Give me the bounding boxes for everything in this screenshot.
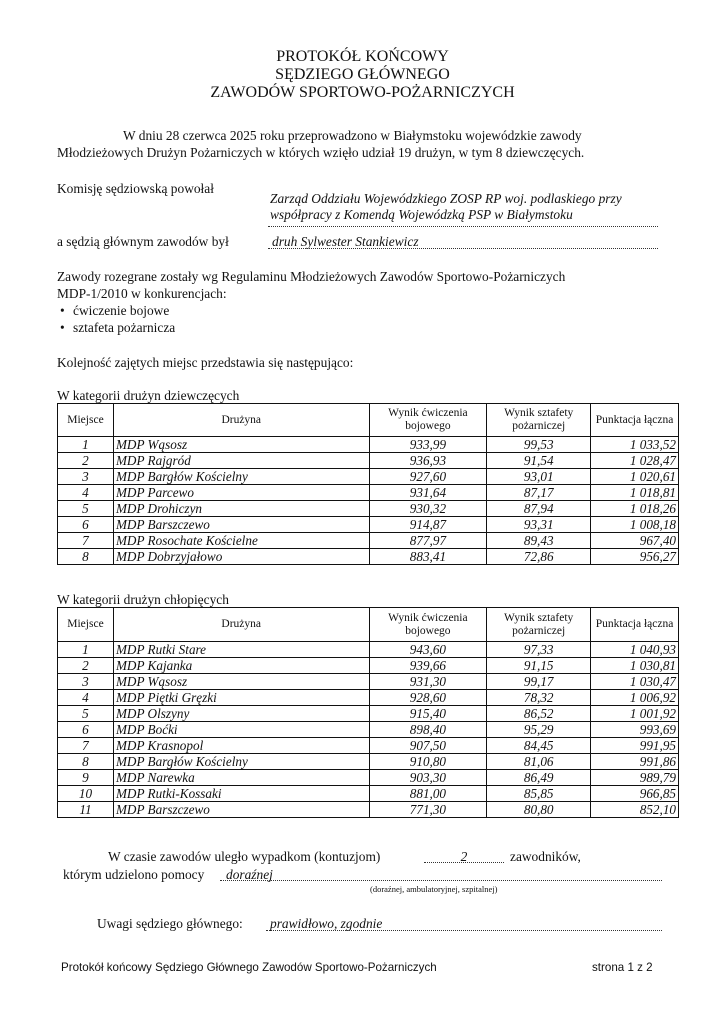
cell-team: MDP Narewka bbox=[113, 770, 369, 786]
cell-relay: 80,80 bbox=[487, 802, 591, 818]
cell-place: 6 bbox=[58, 722, 114, 738]
remarks-label: Uwagi sędziego głównego: bbox=[97, 916, 243, 931]
boys-heading: W kategorii drużyn chłopięcych bbox=[57, 592, 229, 607]
help-hint: (doraźnej, ambulatoryjnej, szpitalnej) bbox=[370, 884, 498, 894]
cell-team: MDP Wąsosz bbox=[113, 437, 369, 453]
cell-team: MDP Boćki bbox=[113, 722, 369, 738]
cell-total: 852,10 bbox=[591, 802, 679, 818]
cell-relay: 89,43 bbox=[487, 533, 591, 549]
table-row bbox=[58, 738, 679, 754]
cell-exercise: 914,87 bbox=[369, 517, 487, 533]
cell-team: MDP Piętki Gręzki bbox=[113, 690, 369, 706]
remarks-dotted-line bbox=[266, 930, 662, 931]
page-number: strona 1 z 2 bbox=[592, 961, 653, 974]
cell-total: 1 006,92 bbox=[591, 690, 679, 706]
table-row bbox=[58, 485, 679, 501]
table-row bbox=[58, 754, 679, 770]
cell-exercise: 915,40 bbox=[369, 706, 487, 722]
cell-relay: 72,86 bbox=[487, 549, 591, 565]
cell-total: 1 018,26 bbox=[591, 501, 679, 517]
cell-total: 956,27 bbox=[591, 549, 679, 565]
chief-judge-value: druh Sylwester Stankiewicz bbox=[272, 234, 419, 249]
cell-place: 6 bbox=[58, 517, 114, 533]
girls-table-body bbox=[58, 437, 679, 565]
cell-total: 991,86 bbox=[591, 754, 679, 770]
intro-line-1: W dniu 28 czerwca 2025 roku przeprowadzono w Białymstoku wojewódzkie zawody bbox=[123, 128, 582, 143]
cell-exercise: 931,64 bbox=[369, 485, 487, 501]
cell-exercise: 881,00 bbox=[369, 786, 487, 802]
cell-total: 993,69 bbox=[591, 722, 679, 738]
cell-exercise: 928,60 bbox=[369, 690, 487, 706]
table-row bbox=[58, 642, 679, 658]
cell-exercise: 910,80 bbox=[369, 754, 487, 770]
cell-total: 1 020,61 bbox=[591, 469, 679, 485]
cell-place: 7 bbox=[58, 533, 114, 549]
cell-team: MDP Drohiczyn bbox=[113, 501, 369, 517]
cell-relay: 87,17 bbox=[487, 485, 591, 501]
table-row bbox=[58, 469, 679, 485]
cell-team: MDP Kajanka bbox=[113, 658, 369, 674]
cell-relay: 97,33 bbox=[487, 642, 591, 658]
cell-team: MDP Parcewo bbox=[113, 485, 369, 501]
commission-value-line-2: współpracy z Komendą Wojewódzką PSP w Białymstoku bbox=[270, 207, 573, 222]
cell-team: MDP Rutki-Kossaki bbox=[113, 786, 369, 802]
commission-dotted-line bbox=[268, 226, 658, 227]
header-team: Drużyna bbox=[113, 404, 369, 437]
table-row bbox=[58, 786, 679, 802]
cell-total: 1 040,93 bbox=[591, 642, 679, 658]
cell-place: 7 bbox=[58, 738, 114, 754]
cell-total: 1 018,81 bbox=[591, 485, 679, 501]
order-intro: Kolejność zajętych miejsc przedstawia się następująco: bbox=[57, 355, 354, 370]
table-row bbox=[58, 674, 679, 690]
help-value: doraźnej bbox=[226, 867, 273, 882]
boys-results-table bbox=[57, 607, 679, 818]
header-exercise: Wynik ćwiczenia bojowego bbox=[369, 404, 487, 437]
cell-place: 9 bbox=[58, 770, 114, 786]
cell-team: MDP Bargłów Kościelny bbox=[113, 754, 369, 770]
cell-total: 989,79 bbox=[591, 770, 679, 786]
header-team: Drużyna bbox=[113, 608, 369, 642]
cell-exercise: 771,30 bbox=[369, 802, 487, 818]
table-row bbox=[58, 453, 679, 469]
rules-line-1: Zawody rozegrane zostały wg Regulaminu Młodzieżowych Zawodów Sportowo-Pożarniczych bbox=[57, 269, 566, 284]
cell-place: 8 bbox=[58, 549, 114, 565]
cell-exercise: 936,93 bbox=[369, 453, 487, 469]
cell-team: MDP Rajgród bbox=[113, 453, 369, 469]
table-row bbox=[58, 517, 679, 533]
cell-relay: 95,29 bbox=[487, 722, 591, 738]
cell-place: 11 bbox=[58, 802, 114, 818]
cell-team: MDP Barszczewo bbox=[113, 517, 369, 533]
cell-relay: 87,94 bbox=[487, 501, 591, 517]
cell-place: 2 bbox=[58, 453, 114, 469]
cell-relay: 81,06 bbox=[487, 754, 591, 770]
header-total: Punktacja łączna bbox=[591, 608, 679, 642]
cell-relay: 85,85 bbox=[487, 786, 591, 802]
accident-count: 2 bbox=[460, 849, 468, 864]
table-row bbox=[58, 658, 679, 674]
intro-line-2: Młodzieżowych Drużyn Pożarniczych w których wzięło udział 19 drużyn, w tym 8 dziewczęcych. bbox=[57, 145, 585, 160]
cell-team: MDP Dobrzyjałowo bbox=[113, 549, 369, 565]
competition-item: • sztafeta pożarnicza bbox=[57, 319, 175, 336]
cell-place: 8 bbox=[58, 754, 114, 770]
cell-exercise: 903,30 bbox=[369, 770, 487, 786]
footer-title: Protokół końcowy Sędziego Głównego Zawodów Sportowo-Pożarniczych bbox=[61, 961, 437, 974]
chief-judge-dotted-line bbox=[268, 248, 658, 249]
cell-relay: 84,45 bbox=[487, 738, 591, 754]
cell-relay: 86,49 bbox=[487, 770, 591, 786]
cell-relay: 78,32 bbox=[487, 690, 591, 706]
table-row bbox=[58, 690, 679, 706]
cell-team: MDP Bargłów Kościelny bbox=[113, 469, 369, 485]
cell-place: 2 bbox=[58, 658, 114, 674]
accident-count-dotted-line bbox=[424, 862, 504, 863]
cell-team: MDP Rosochate Kościelne bbox=[113, 533, 369, 549]
cell-total: 1 008,18 bbox=[591, 517, 679, 533]
table-row bbox=[58, 802, 679, 818]
cell-total: 967,40 bbox=[591, 533, 679, 549]
cell-exercise: 939,66 bbox=[369, 658, 487, 674]
cell-place: 5 bbox=[58, 706, 114, 722]
title-line-1: PROTOKÓŁ KOŃCOWY bbox=[276, 48, 449, 65]
competition-item: • ćwiczenie bojowe bbox=[57, 302, 175, 319]
chief-judge-label: a sędzią głównym zawodów był bbox=[57, 234, 229, 249]
header-relay: Wynik sztafety pożarniczej bbox=[487, 608, 591, 642]
cell-exercise: 898,40 bbox=[369, 722, 487, 738]
cell-relay: 99,53 bbox=[487, 437, 591, 453]
cell-place: 4 bbox=[58, 485, 114, 501]
help-label: którym udzielono pomocy bbox=[63, 867, 205, 882]
cell-exercise: 943,60 bbox=[369, 642, 487, 658]
table-header-row bbox=[58, 404, 679, 437]
remarks-value: prawidłowo, zgodnie bbox=[270, 916, 383, 931]
cell-team: MDP Krasnopol bbox=[113, 738, 369, 754]
cell-relay: 99,17 bbox=[487, 674, 591, 690]
cell-total: 1 028,47 bbox=[591, 453, 679, 469]
cell-total: 966,85 bbox=[591, 786, 679, 802]
table-row bbox=[58, 549, 679, 565]
cell-total: 1 033,52 bbox=[591, 437, 679, 453]
header-exercise: Wynik ćwiczenia bojowego bbox=[369, 608, 487, 642]
cell-place: 4 bbox=[58, 690, 114, 706]
cell-exercise: 883,41 bbox=[369, 549, 487, 565]
cell-team: MDP Wąsosz bbox=[113, 674, 369, 690]
cell-relay: 91,54 bbox=[487, 453, 591, 469]
title-line-2: SĘDZIEGO GŁÓWNEGO bbox=[275, 66, 450, 83]
cell-team: MDP Barszczewo bbox=[113, 802, 369, 818]
table-row bbox=[58, 722, 679, 738]
table-header-row bbox=[58, 608, 679, 642]
cell-team: MDP Rutki Stare bbox=[113, 642, 369, 658]
cell-relay: 93,01 bbox=[487, 469, 591, 485]
header-total: Punktacja łączna bbox=[591, 404, 679, 437]
commission-value-line-1: Zarząd Oddziału Wojewódzkiego ZOSP RP woj. podlaskiego przy bbox=[270, 191, 622, 206]
cell-place: 1 bbox=[58, 642, 114, 658]
cell-place: 10 bbox=[58, 786, 114, 802]
girls-results-table bbox=[57, 403, 679, 565]
header-place: Miejsce bbox=[58, 608, 114, 642]
cell-exercise: 933,99 bbox=[369, 437, 487, 453]
header-relay: Wynik sztafety pożarniczej bbox=[487, 404, 591, 437]
table-row bbox=[58, 706, 679, 722]
cell-total: 1 030,81 bbox=[591, 658, 679, 674]
cell-place: 3 bbox=[58, 674, 114, 690]
accident-suffix: zawodników, bbox=[510, 849, 581, 864]
header-place: Miejsce bbox=[58, 404, 114, 437]
cell-exercise: 877,97 bbox=[369, 533, 487, 549]
rules-line-2: MDP-1/2010 w konkurencjach: bbox=[57, 286, 227, 301]
table-row bbox=[58, 501, 679, 517]
cell-total: 991,95 bbox=[591, 738, 679, 754]
cell-total: 1 001,92 bbox=[591, 706, 679, 722]
cell-exercise: 927,60 bbox=[369, 469, 487, 485]
cell-exercise: 931,30 bbox=[369, 674, 487, 690]
commission-label: Komisję sędziowską powołał bbox=[57, 181, 214, 196]
boys-table-body bbox=[58, 642, 679, 818]
cell-place: 1 bbox=[58, 437, 114, 453]
table-row bbox=[58, 437, 679, 453]
document-title bbox=[0, 48, 725, 102]
cell-team: MDP Olszyny bbox=[113, 706, 369, 722]
cell-exercise: 907,50 bbox=[369, 738, 487, 754]
title-line-3: ZAWODÓW SPORTOWO-POŻARNICZYCH bbox=[210, 84, 515, 101]
competition-list bbox=[57, 302, 175, 336]
cell-place: 3 bbox=[58, 469, 114, 485]
help-dotted-line bbox=[220, 880, 662, 881]
table-row bbox=[58, 770, 679, 786]
cell-relay: 93,31 bbox=[487, 517, 591, 533]
accident-prefix: W czasie zawodów uległo wypadkom (kontuzjom) bbox=[108, 849, 381, 864]
cell-total: 1 030,47 bbox=[591, 674, 679, 690]
cell-exercise: 930,32 bbox=[369, 501, 487, 517]
cell-relay: 86,52 bbox=[487, 706, 591, 722]
cell-relay: 91,15 bbox=[487, 658, 591, 674]
girls-heading: W kategorii drużyn dziewczęcych bbox=[57, 388, 240, 403]
table-row bbox=[58, 533, 679, 549]
cell-place: 5 bbox=[58, 501, 114, 517]
